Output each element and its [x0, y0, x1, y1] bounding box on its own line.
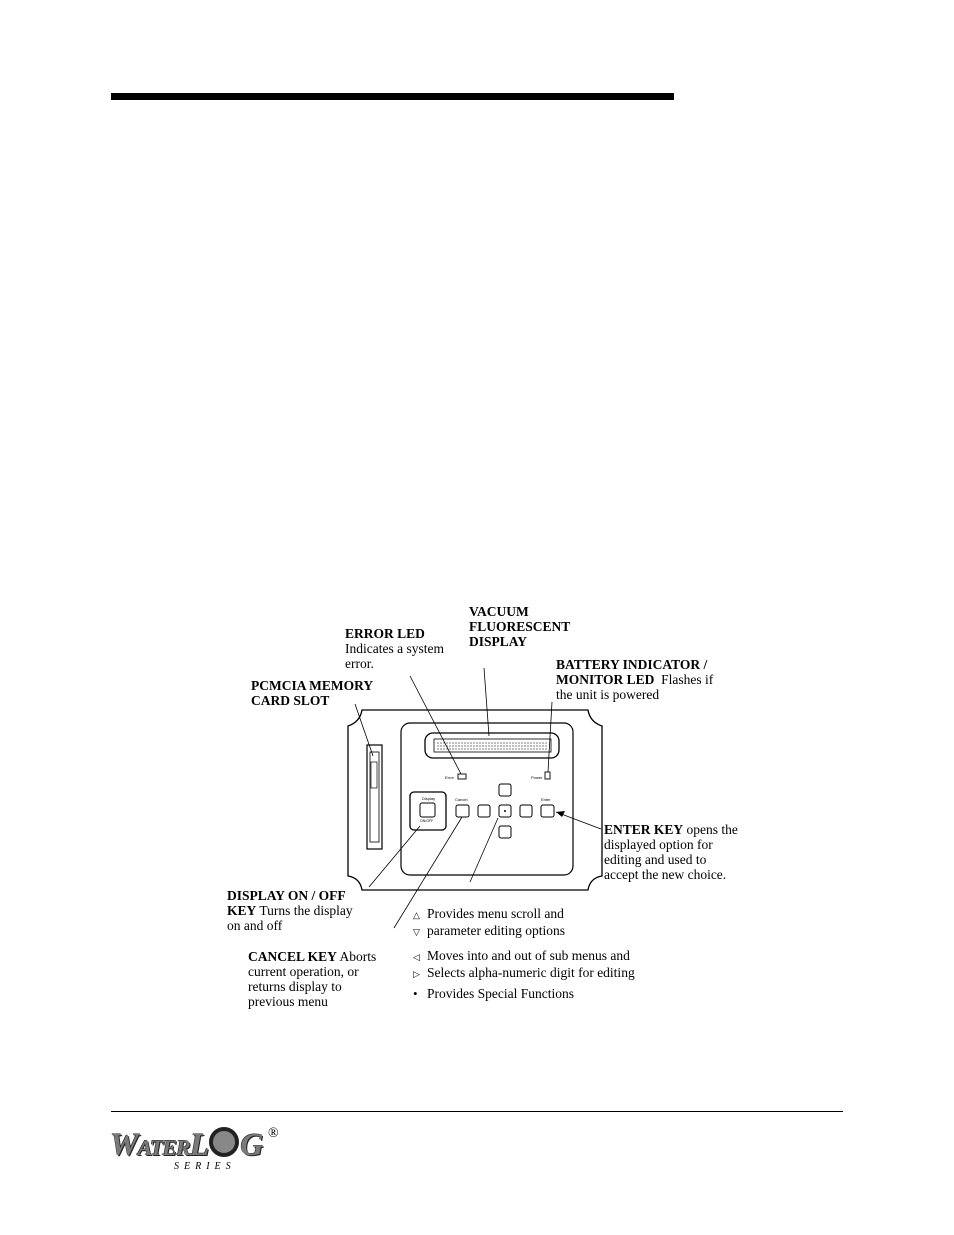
display-key: [420, 803, 435, 817]
callout-error-led: ERROR LED Indicates a system error.: [345, 626, 444, 671]
drop-o-icon: [209, 1127, 239, 1157]
leader-error: [410, 676, 461, 774]
leader-battery: [548, 702, 552, 772]
waterlog-logo: [110, 1126, 290, 1174]
up-arrow-icon: △: [413, 910, 420, 920]
legend-up-down: △ Provides menu scroll and ▽ parameter editing options: [413, 906, 565, 938]
right-key: [520, 805, 532, 817]
callout-vfd-line1: VACUUM: [469, 604, 529, 619]
svg-text:Display: Display: [422, 796, 436, 801]
footer-rule: [111, 1111, 843, 1112]
callout-enter-key: ENTER KEY opens the displayed option for editing and used to accept the new choice.: [604, 822, 738, 882]
vfd-display: [425, 733, 559, 758]
callout-vfd-line3: DISPLAY: [469, 634, 528, 649]
logo-wordmark: WATERL G: [110, 1126, 263, 1162]
callout-display-key: DISPLAY ON / OFF KEY Turns the display on and off: [227, 888, 353, 933]
callout-error-led-title: ERROR LED: [345, 626, 425, 641]
svg-text:Cancel: Cancel: [455, 797, 468, 802]
left-arrow-icon: ◁: [413, 952, 420, 962]
registered-mark: ®: [268, 1126, 279, 1141]
down-key: [499, 826, 511, 838]
logo-series: SERIES: [174, 1161, 236, 1172]
right-arrow-icon: ▷: [413, 969, 420, 979]
power-led-label: Power: [531, 775, 543, 780]
leader-display: [369, 826, 420, 887]
svg-text:ON/OFF: ON/OFF: [420, 819, 434, 823]
error-led: [458, 774, 466, 779]
callout-cancel-key: CANCEL KEY Aborts current operation, or returns display to previous menu: [248, 949, 377, 1009]
callout-pcmcia: PCMCIA MEMORY CARD SLOT: [251, 678, 374, 708]
power-led: [545, 772, 550, 779]
callout-vfd: [469, 604, 570, 649]
legend-dot: • Provides Special Functions: [413, 986, 574, 1001]
svg-text:Enter: Enter: [541, 797, 551, 802]
housing-outline: [348, 710, 602, 890]
key-legend: [413, 906, 635, 1001]
legend-left-right: ◁ Moves into and out of sub menus and ▷ Selects alpha-numeric digit for editing: [413, 948, 635, 980]
card-slot: [367, 745, 382, 849]
cancel-key: [456, 805, 469, 817]
leader-vfd: [484, 668, 489, 736]
callout-vfd-line2: FLUORESCENT: [469, 619, 571, 634]
leader-enter-arrow: [556, 811, 565, 817]
up-key: [499, 784, 511, 796]
leader-arrows: [470, 818, 498, 882]
left-key: [478, 805, 490, 817]
leader-pcmcia: [355, 704, 373, 756]
dot-icon: •: [413, 986, 418, 1001]
down-arrow-icon: ▽: [413, 927, 420, 937]
enter-key: [541, 805, 554, 817]
callout-battery-led: BATTERY INDICATOR / MONITOR LED Flashes if the unit is powered: [556, 657, 714, 702]
error-led-label: Error: [445, 775, 454, 780]
